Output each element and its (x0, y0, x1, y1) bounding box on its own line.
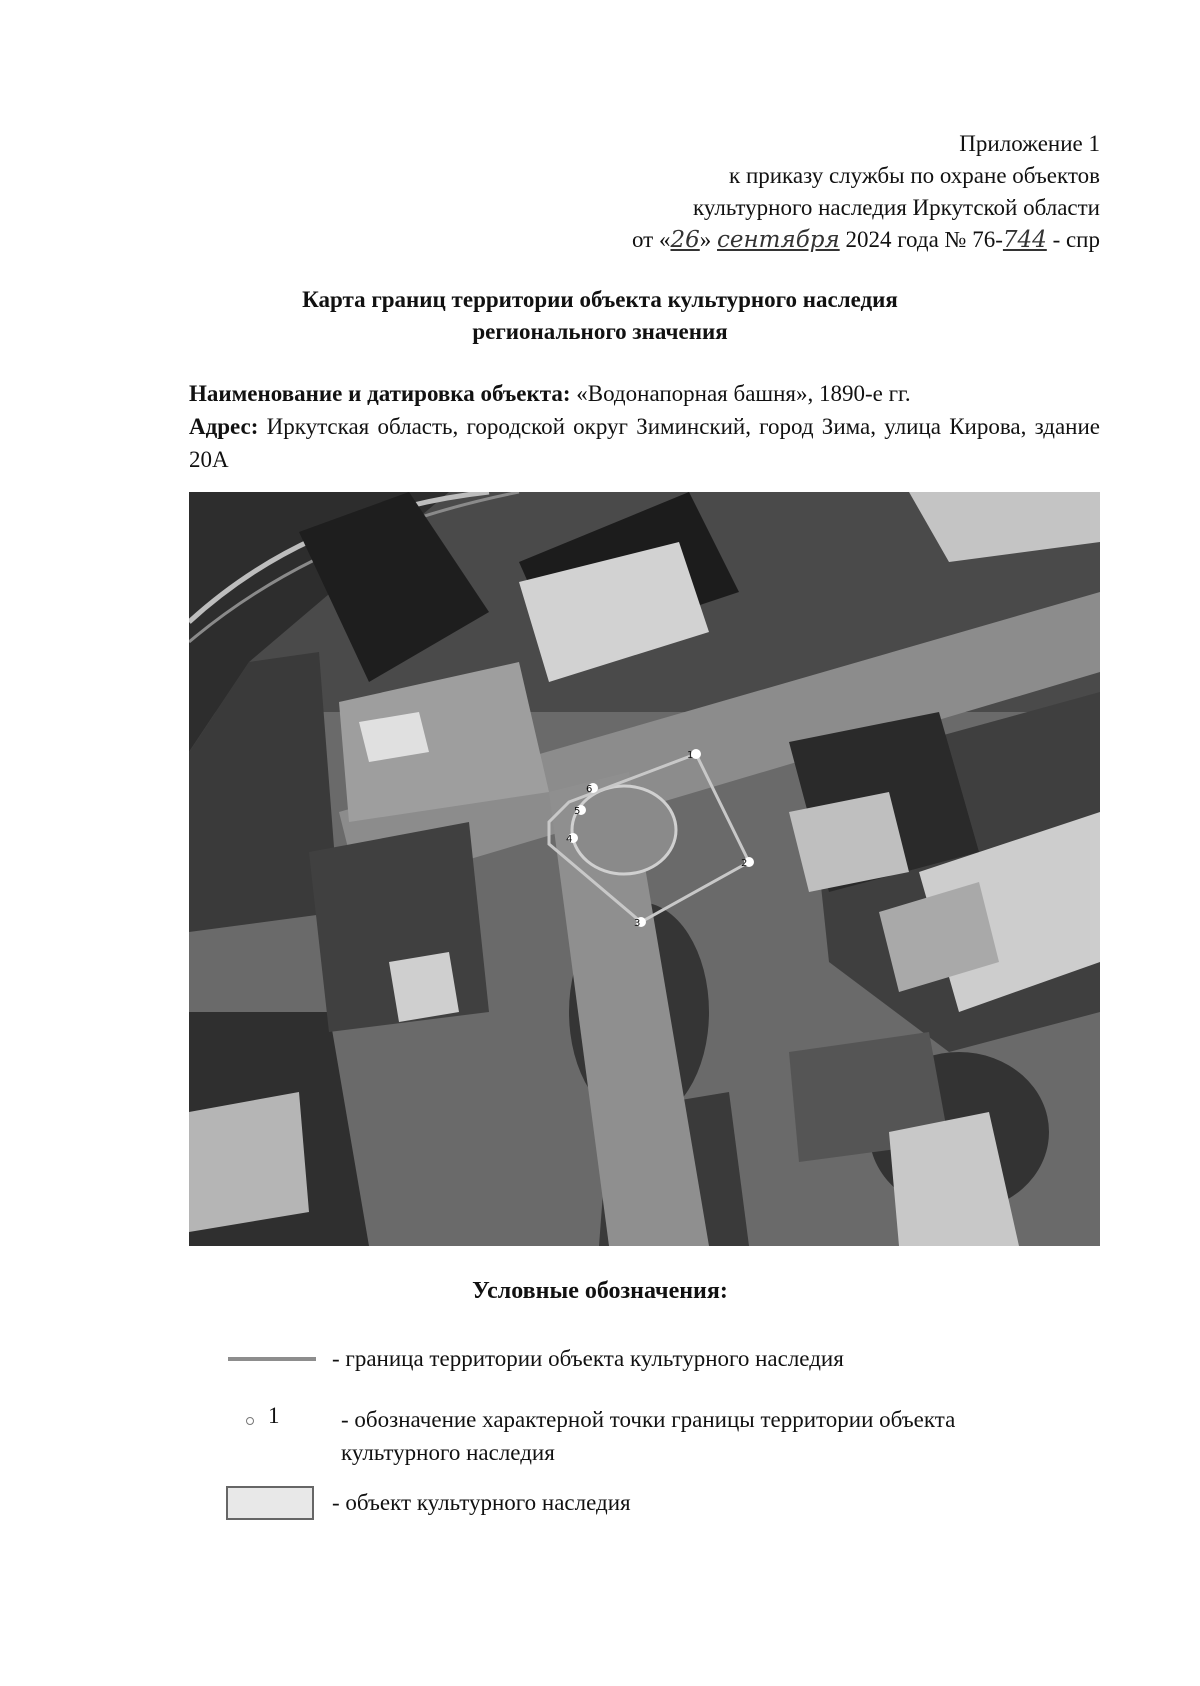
boundary-point-label: 6 (586, 784, 593, 795)
object-name-value: «Водонапорная башня», 1890-е гг. (576, 381, 911, 406)
legend-title: Условные обозначения: (472, 1278, 728, 1304)
heritage-object-symbol (226, 1486, 314, 1520)
object-address (189, 410, 1100, 476)
page-title: Карта границ территории объекта культурного наследия регионального значения (302, 287, 898, 344)
boundary-point-label: 4 (566, 834, 573, 845)
point-symbol-number: 1 (268, 1403, 280, 1428)
object-name-label: Наименование и датировка объекта: (189, 381, 571, 406)
boundary-point-label: 1 (687, 750, 694, 761)
boundary-point-label: 2 (741, 858, 748, 869)
legend-object-text: - объект культурного наследия (332, 1490, 631, 1515)
point-symbol (246, 1417, 254, 1425)
legend-boundary-text: - граница территории объекта культурного наследия (332, 1346, 844, 1371)
order-line: к приказу службы по охране объектов (729, 163, 1100, 188)
legend-point-text: - обозначение характерной точки границы территории объекта культурного наследия (341, 1407, 956, 1465)
order-date-line: от «26» сентября 2024 года № 76-744 - спр (631, 227, 1100, 253)
object-name-line (189, 377, 1100, 410)
aerial-photo (189, 492, 1100, 1246)
handwritten-order-number: 744 (1002, 227, 1047, 253)
boundary-point-label: 3 (634, 918, 641, 929)
handwritten-month: сентября (717, 227, 840, 253)
boundary-point-label: 5 (574, 806, 581, 817)
handwritten-day: 26 (670, 227, 700, 253)
heritage-object-area (572, 786, 676, 874)
address-label: Адрес: (189, 414, 259, 439)
address-value: Иркутская область, городской округ Зиминский, город Зима, улица Кирова, здание 20А (189, 414, 1101, 472)
authority-line: культурного наследия Иркутской области (693, 195, 1100, 220)
order-header (632, 128, 1100, 256)
aerial-map (189, 492, 1100, 1246)
object-details (189, 377, 1100, 476)
boundary-line-symbol (228, 1357, 316, 1361)
annex-label: Приложение 1 (959, 131, 1100, 156)
